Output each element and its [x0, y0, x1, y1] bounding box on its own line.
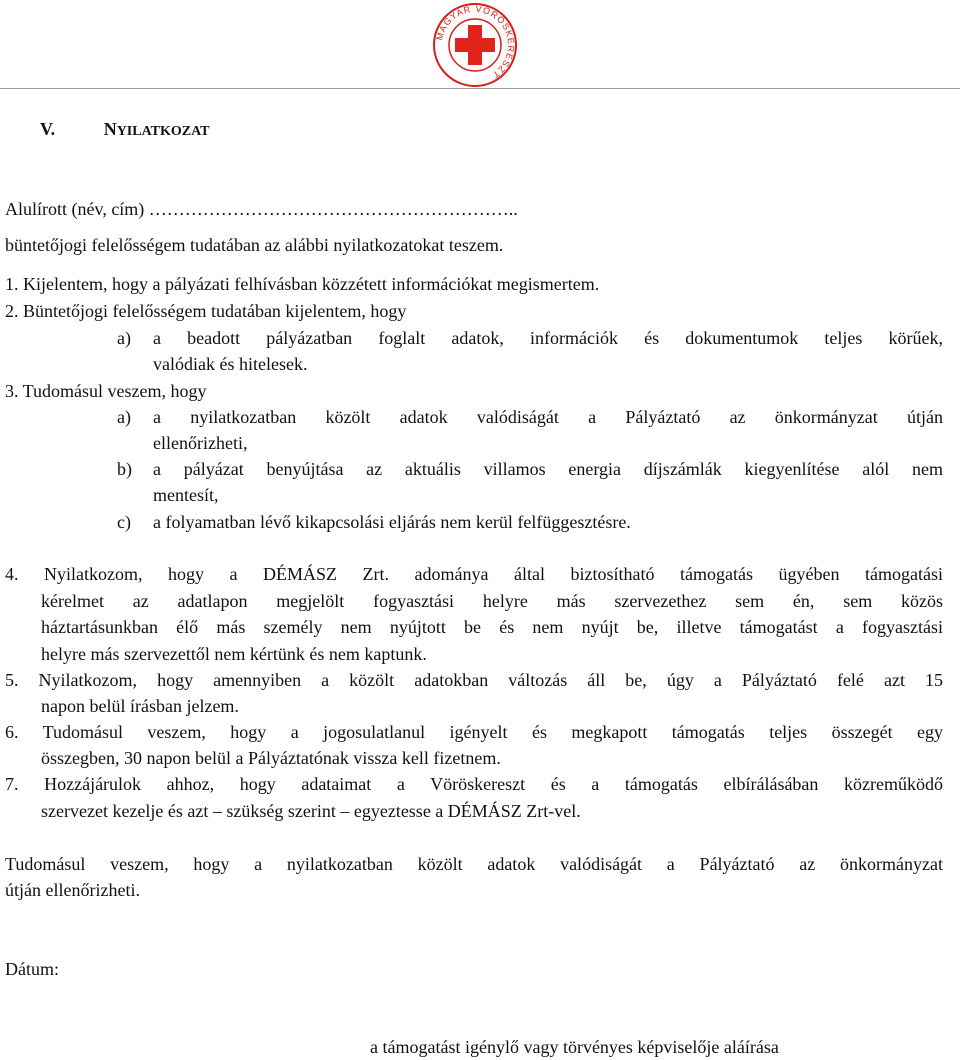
- heading-first-letter: N: [103, 119, 117, 139]
- item-5-line-2: napon belül írásban jelzem.: [41, 696, 239, 716]
- item-4-line-4: helyre más szervezettől nem kértünk és nem kaptunk.: [41, 644, 427, 664]
- section-heading: [40, 120, 210, 139]
- closing-line-1: Tudomásul veszem, hogy a nyilatkozatban közölt adatok valódiságát a Pályáztató az önkormányzat: [5, 854, 943, 874]
- item-6-line-2: összegben, 30 napon belül a Pályáztatónak vissza kell fizetnem.: [41, 748, 501, 768]
- item-3a-text-2: ellenőrizheti,: [153, 433, 248, 453]
- name-address-line: Alulírott (név, cím) ……………………………………………………..: [5, 199, 518, 219]
- item-4-line-1: 4. Nyilatkozom, hogy a DÉMÁSZ Zrt. adománya által biztosítható támogatás ügyében támogatási: [5, 564, 943, 584]
- item-3a-label: a): [117, 407, 131, 427]
- signature-label: a támogatást igénylő vagy törvényes képviselője aláírása: [370, 1037, 779, 1057]
- red-cross-logo: [432, 2, 518, 88]
- closing-line-2: útján ellenőrizheti.: [5, 880, 140, 900]
- item-2a-text-1: a beadott pályázatban foglalt adatok, információk és dokumentumok teljes körűek,: [153, 328, 943, 348]
- item-5-line-1: 5. Nyilatkozom, hogy amennyiben a közölt adatokban változás áll be, úgy a Pályáztató felé azt 15: [5, 670, 943, 690]
- item-4-line-3: háztartásunkban élő más személy nem nyújtott be és nem nyújt be, illetve támogatást a fogyasztási: [41, 617, 943, 637]
- item-3b-text-2: mentesít,: [153, 485, 219, 505]
- heading-rest: YILATKOZAT: [116, 124, 210, 139]
- item-3b-label: b): [117, 459, 132, 479]
- item-7-line-1: 7. Hozzájárulok ahhoz, hogy adataimat a Vöröskereszt és a támogatás elbírálásában közreműködő: [5, 774, 943, 794]
- item-2: 2. Büntetőjogi felelősségem tudatában kijelentem, hogy: [5, 301, 407, 321]
- item-7-line-2: szervezet kezelje és azt – szükség szerint – egyeztesse a DÉMÁSZ Zrt-vel.: [41, 801, 581, 821]
- item-2a-label: a): [117, 328, 131, 348]
- item-2a-text-2: valódiak és hitelesek.: [153, 354, 308, 374]
- logo-ring-text: MAGYAR VÖRÖSKERESZT: [434, 3, 517, 81]
- item-3c-text: a folyamatban lévő kikapcsolási eljárás nem kerül felfüggesztésre.: [153, 512, 631, 532]
- item-3: 3. Tudomásul veszem, hogy: [5, 381, 207, 401]
- item-6-line-1: 6. Tudomásul veszem, hogy a jogosulatlanul igényelt és megkapott támogatás teljes összegét egy: [5, 722, 943, 742]
- header-rule: [0, 88, 960, 89]
- item-3c-label: c): [117, 512, 131, 532]
- section-number: V.: [40, 119, 56, 139]
- item-3a-text-1: a nyilatkozatban közölt adatok valódiságát a Pályáztató az önkormányzat útján: [153, 407, 943, 427]
- item-3b-text-1: a pályázat benyújtása az aktuális villamos energia díjszámlák kiegyenlítése alól nem: [153, 459, 943, 479]
- date-label: Dátum:: [5, 959, 59, 979]
- statement-line: büntetőjogi felelősségem tudatában az alábbi nyilatkozatokat teszem.: [5, 235, 504, 255]
- item-1: 1. Kijelentem, hogy a pályázati felhívásban közzétett információkat megismertem.: [5, 274, 600, 294]
- item-4-line-2: kérelmet az adatlapon megjelölt fogyasztási helyre más szervezethez sem én, sem közös: [41, 591, 943, 611]
